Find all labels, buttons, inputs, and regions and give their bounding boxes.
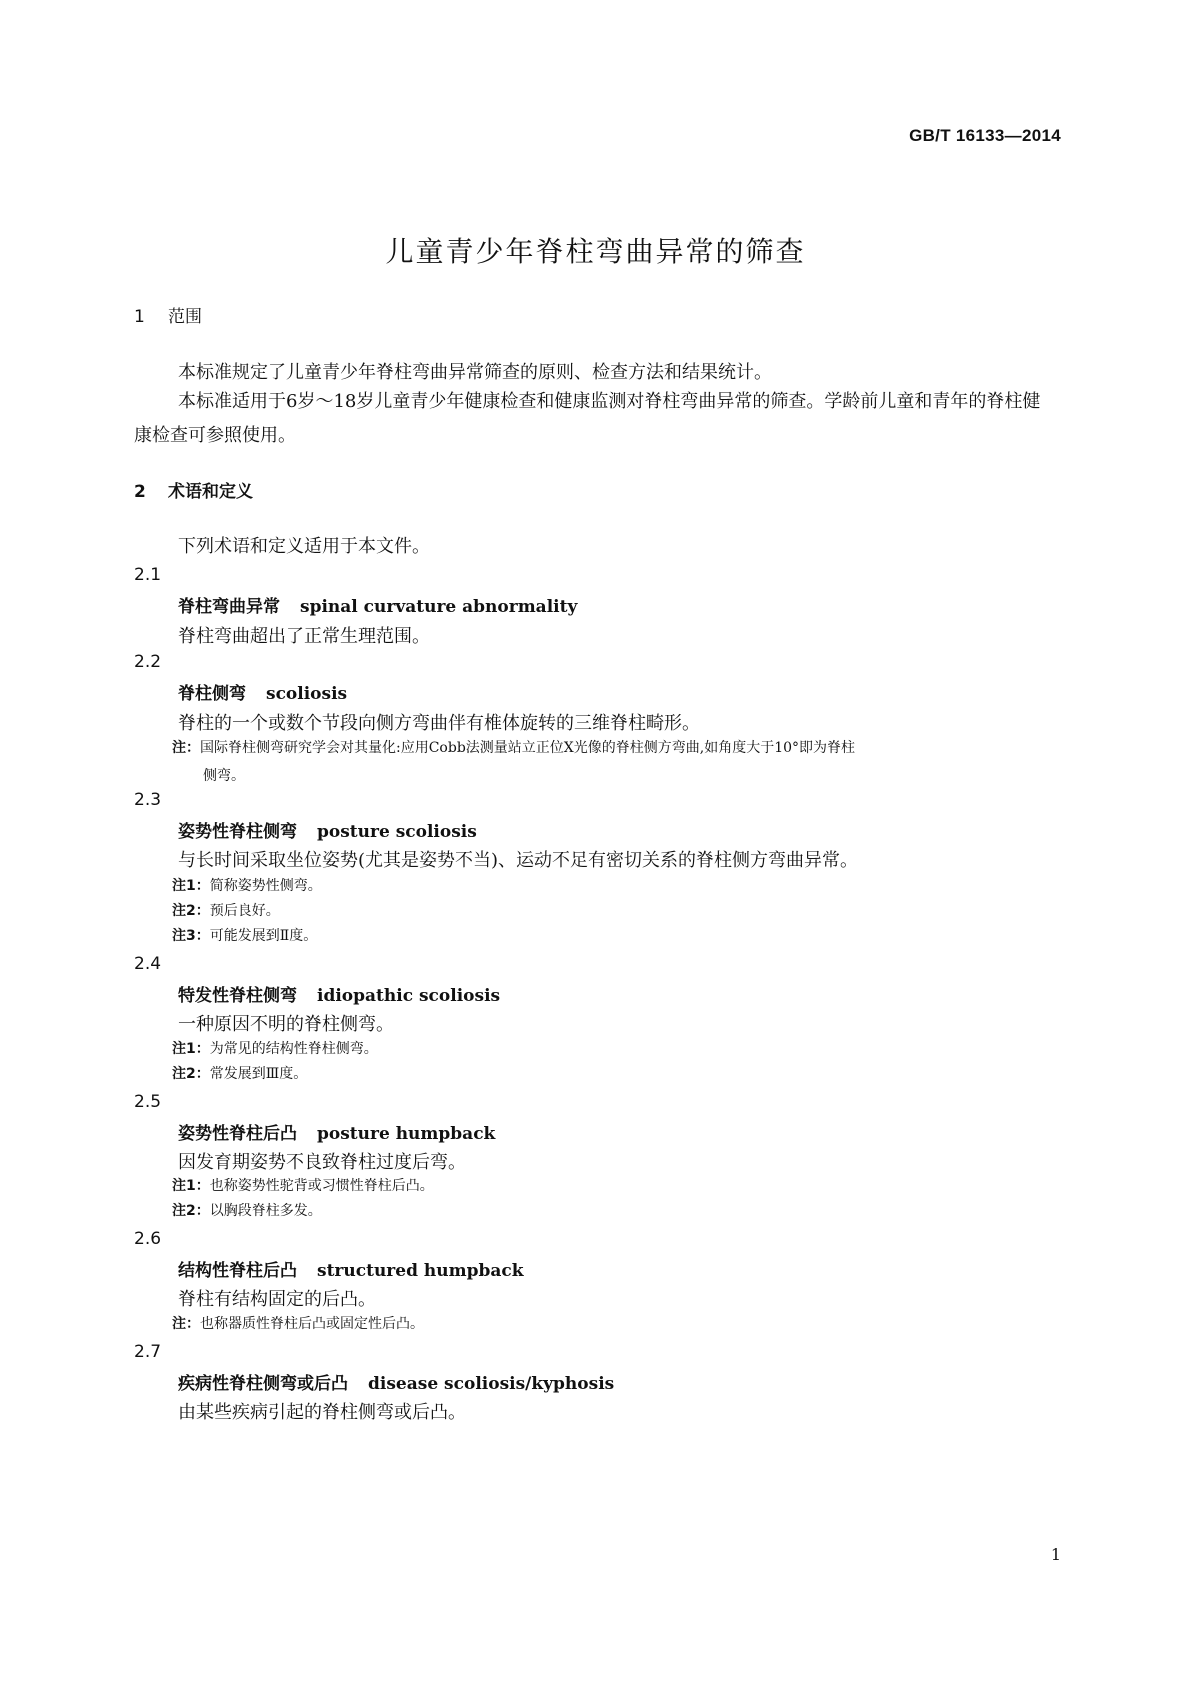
term-name xyxy=(178,592,577,617)
term-definition: 脊柱弯曲超出了正常生理范围。 xyxy=(178,626,430,647)
term-name-zh: 脊柱侧弯 xyxy=(178,684,246,704)
term-number: 2.7 xyxy=(134,1342,162,1362)
term-note xyxy=(172,734,1062,790)
note-label: 注1： xyxy=(172,1041,210,1057)
note-text-continued: 侧弯。 xyxy=(203,768,245,784)
term-note xyxy=(172,1060,1062,1088)
term-name-en: structured humpback xyxy=(317,1261,524,1281)
note-label: 注： xyxy=(172,740,200,756)
term-name xyxy=(178,1369,614,1394)
note-text: 预后良好。 xyxy=(209,903,280,919)
note-text: 国际脊柱侧弯研究学会对其量化:应用Cobb法测量站立正位X光像的脊柱侧方弯曲,如角度大于10°即为脊柱 xyxy=(200,740,856,756)
term-name xyxy=(178,1119,495,1144)
note-label: 注2： xyxy=(172,1066,210,1082)
scope-paragraph-1: 本标准规定了儿童青少年脊柱弯曲异常筛查的原则、检查方法和结果统计。 xyxy=(178,362,772,383)
section-number: 1 xyxy=(134,307,145,327)
note-text: 为常见的结构性脊柱侧弯。 xyxy=(209,1041,378,1057)
standard-number: GB/T 16133—2014 xyxy=(909,126,1061,145)
term-definition: 脊柱有结构固定的后凸。 xyxy=(178,1289,376,1310)
term-name-en: idiopathic scoliosis xyxy=(317,986,501,1006)
note-label: 注3： xyxy=(172,928,210,944)
term-note xyxy=(172,1310,1062,1338)
section-title: 范围 xyxy=(168,307,202,327)
term-name xyxy=(178,981,500,1006)
term-name xyxy=(178,679,347,704)
note-text: 简称姿势性侧弯。 xyxy=(209,878,322,894)
section-title: 术语和定义 xyxy=(168,482,253,502)
term-number: 2.1 xyxy=(134,565,162,585)
note-text: 可能发展到Ⅱ度。 xyxy=(209,928,318,944)
document-title: 儿童青少年脊柱弯曲异常的筛查 xyxy=(385,235,806,268)
term-number: 2.5 xyxy=(134,1092,162,1112)
term-name-en: posture humpback xyxy=(317,1124,496,1144)
note-text: 常发展到Ⅲ度。 xyxy=(209,1066,308,1082)
page-number: 1 xyxy=(1050,1545,1061,1564)
note-text: 也称姿势性驼背或习惯性脊柱后凸。 xyxy=(209,1178,434,1194)
note-text: 也称器质性脊柱后凸或固定性后凸。 xyxy=(200,1316,424,1332)
term-note xyxy=(172,897,1062,925)
term-note xyxy=(172,872,1062,900)
term-name-zh: 结构性脊柱后凸 xyxy=(178,1261,297,1281)
term-note xyxy=(172,1197,1062,1225)
term-number: 2.2 xyxy=(134,652,162,672)
term-definition: 脊柱的一个或数个节段向侧方弯曲伴有椎体旋转的三维脊柱畸形。 xyxy=(178,713,700,734)
term-number: 2.4 xyxy=(134,954,162,974)
term-name-zh: 特发性脊柱侧弯 xyxy=(178,986,297,1006)
term-name-en: scoliosis xyxy=(266,684,348,704)
term-name-zh: 脊柱弯曲异常 xyxy=(178,597,280,617)
note-text: 以胸段脊柱多发。 xyxy=(209,1203,322,1219)
note-label: 注1： xyxy=(172,1178,210,1194)
term-number: 2.3 xyxy=(134,790,162,810)
term-note xyxy=(172,1172,1062,1200)
note-label: 注2： xyxy=(172,903,210,919)
term-note xyxy=(172,1035,1062,1063)
term-name-en: posture scoliosis xyxy=(317,822,477,842)
scope-paragraph-2: 本标准适用于6岁～18岁儿童青少年健康检查和健康监测对脊柱弯曲异常的筛查。学龄前儿童和青年的脊柱健康检查可参照使用。 xyxy=(134,391,1041,446)
section-number: 2 xyxy=(134,482,146,502)
term-definition: 与长时间采取坐位姿势(尤其是姿势不当)、运动不足有密切关系的脊柱侧方弯曲异常。 xyxy=(178,850,859,871)
note-label: 注1： xyxy=(172,878,210,894)
terms-intro: 下列术语和定义适用于本文件。 xyxy=(178,536,430,557)
term-name xyxy=(178,817,477,842)
term-definition: 一种原因不明的脊柱侧弯。 xyxy=(178,1014,394,1035)
term-name-zh: 疾病性脊柱侧弯或后凸 xyxy=(178,1374,348,1394)
term-number: 2.6 xyxy=(134,1229,162,1249)
section-1-heading xyxy=(134,302,202,327)
term-name-en: spinal curvature abnormality xyxy=(300,597,578,617)
term-name-zh: 姿势性脊柱侧弯 xyxy=(178,822,297,842)
term-definition: 由某些疾病引起的脊柱侧弯或后凸。 xyxy=(178,1402,466,1423)
section-2-heading xyxy=(134,477,253,502)
term-name xyxy=(178,1256,524,1281)
note-label: 注： xyxy=(172,1316,200,1332)
term-name-en: disease scoliosis/kyphosis xyxy=(368,1374,615,1394)
term-name-zh: 姿势性脊柱后凸 xyxy=(178,1124,297,1144)
term-note xyxy=(172,922,1062,950)
term-definition: 因发育期姿势不良致脊柱过度后弯。 xyxy=(178,1152,466,1173)
note-label: 注2： xyxy=(172,1203,210,1219)
